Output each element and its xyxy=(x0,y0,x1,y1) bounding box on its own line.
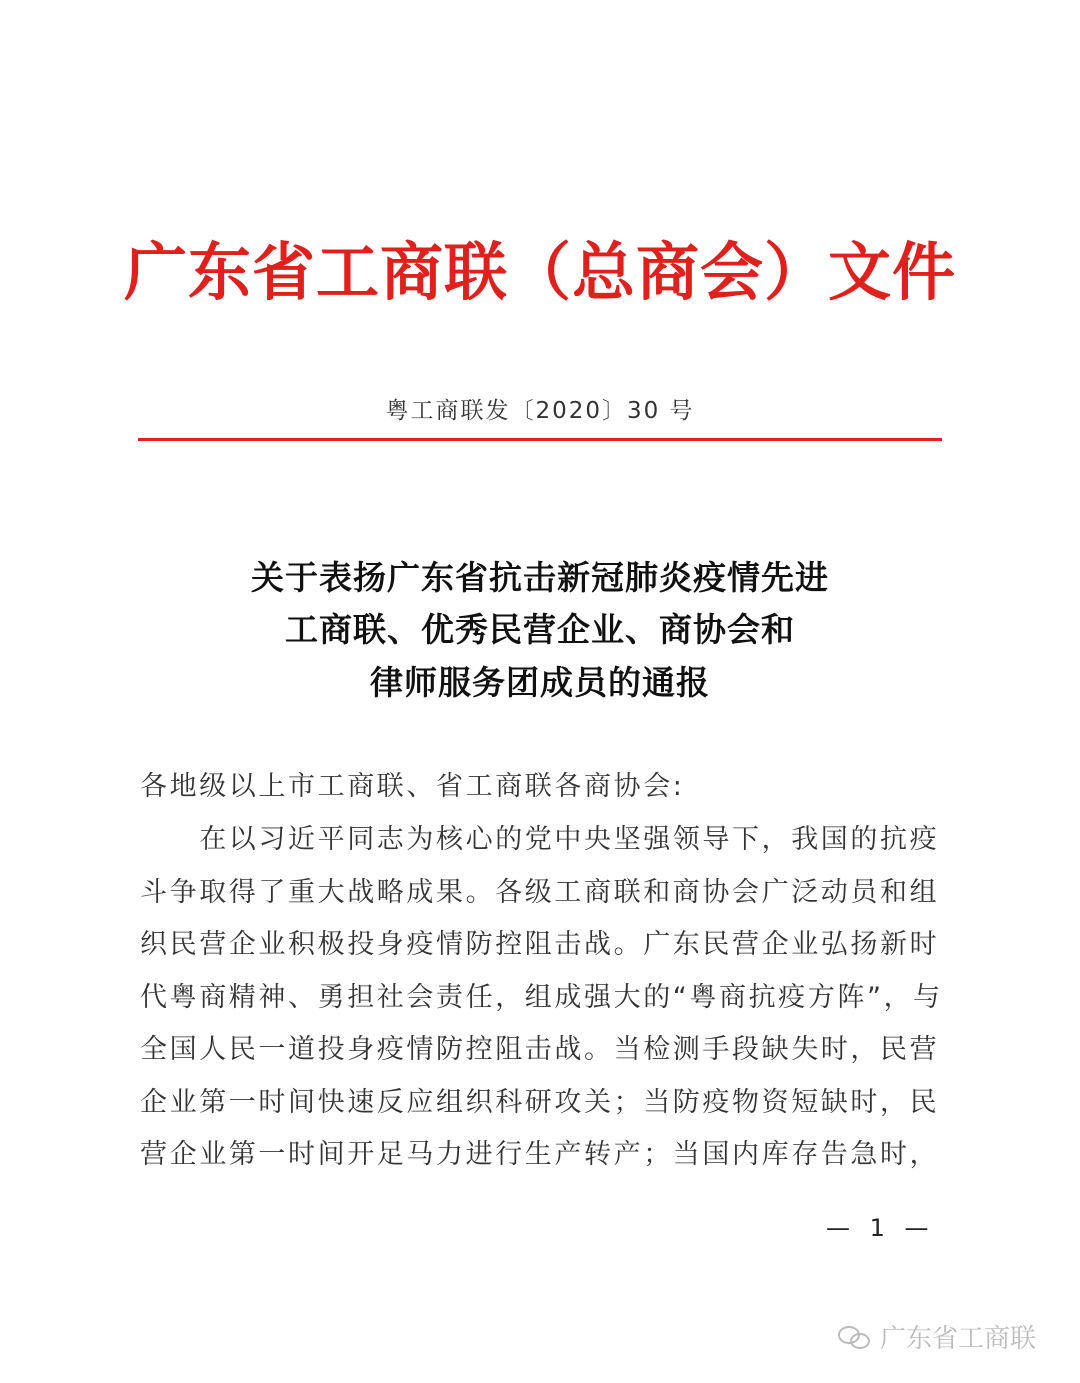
watermark xyxy=(838,1318,1036,1355)
page-number: — 1 — xyxy=(826,1214,935,1242)
red-divider xyxy=(138,438,942,441)
body-line: 在以习近平同志为核心的党中央坚强领导下，我国的抗疫 xyxy=(140,824,940,855)
wechat-icon xyxy=(838,1324,872,1350)
document-heading-line: 工商联、优秀民营企业、商协会和 xyxy=(285,610,795,649)
body-line: 企业第一时间快速反应组织科研攻关；当防疫物资短缺时，民 xyxy=(140,1087,940,1118)
body-line: 营企业第一时间开足马力进行生产转产；当国内库存告急时， xyxy=(140,1139,940,1170)
body-line: 全国人民一道投身疫情防控阻击战。当检测手段缺失时，民营 xyxy=(140,1034,940,1065)
body-line: 织民营企业积极投身疫情防控阻击战。广东民营企业弘扬新时 xyxy=(140,929,940,960)
watermark-text: 广东省工商联 xyxy=(880,1324,1037,1354)
doc-number: 粤工商联发〔2020〕30 号 xyxy=(385,398,695,424)
org-title: 广东省工商联（总商会）文件 xyxy=(124,235,956,309)
body-line: 代粤商精神、勇担社会责任，组成强大的“粤商抗疫方阵”，与 xyxy=(140,982,943,1013)
document-heading-line: 关于表扬广东省抗击新冠肺炎疫情先进 xyxy=(251,558,829,597)
salutation: 各地级以上市工商联、省工商联各商协会: xyxy=(140,771,685,802)
body-line: 斗争取得了重大战略成果。各级工商联和商协会广泛动员和组 xyxy=(140,877,940,908)
document-heading-line: 律师服务团成员的通报 xyxy=(370,663,710,702)
